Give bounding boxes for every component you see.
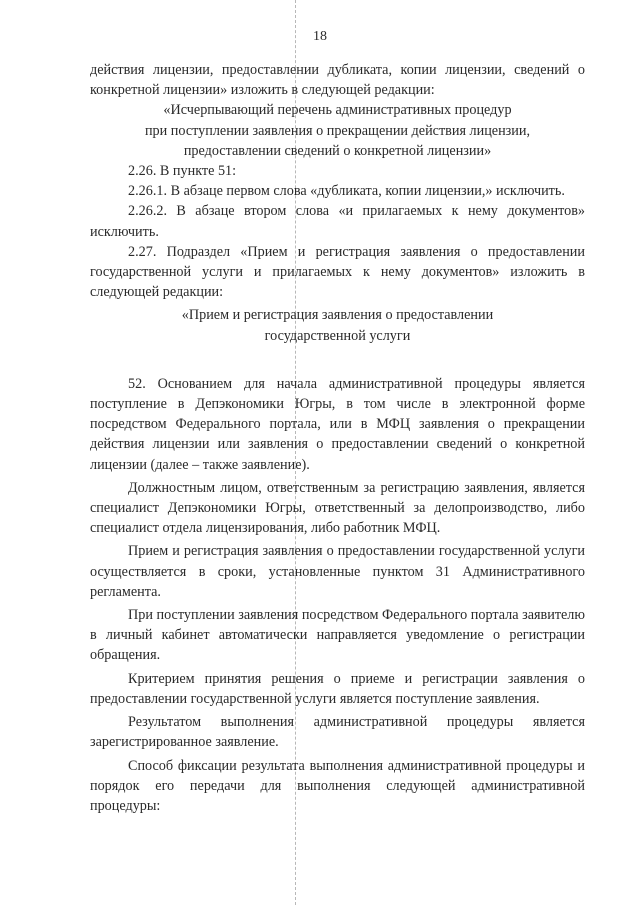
paragraph-52: 52. Основанием для начала административной процедуры является поступление в Депэкономики Югры, в том числе в электронной форме посредством Федерального портала, или в МФЦ заявления о прекращении действия лицензии или заявления о предоставлении сведений о конкретной лицензии (далее – также заявление). bbox=[90, 375, 585, 473]
paragraph-reception-terms: Прием и регистрация заявления о предоставлении государственной услуги осуществляется в сроки, установленные пунктом 31 Административного регламента. bbox=[90, 543, 585, 600]
page-number: 18 bbox=[313, 29, 327, 44]
document-body bbox=[90, 60, 585, 816]
paragraph-result: Результатом выполнения административной процедуры является зарегистрированное заявление. bbox=[90, 714, 585, 751]
quoted-heading-line-2: при поступлении заявления о прекращении действия лицензии, bbox=[144, 122, 531, 139]
paragraph-responsible-person: Должностным лицом, ответственным за регистрацию заявления, является специалист Депэкономики Югры, ответственный за делопроизводство, либо специалист отдела лицензирования, либо работник МФЦ. bbox=[90, 479, 585, 537]
quoted-heading-line-1: «Исчерпывающий перечень административных процедур bbox=[163, 102, 512, 119]
paragraph-2-26-1: 2.26.1. В абзаце первом слова «дубликата, копии лицензии,» исключить. bbox=[128, 183, 565, 200]
paragraph-federal-portal: При поступлении заявления посредством Федерального портала заявителю в личный кабинет автоматически направляется уведомление о регистрации обращения. bbox=[90, 607, 585, 664]
paragraph-continuation: действия лицензии, предоставлении дубликата, копии лицензии, сведений о конкретной лицензии» изложить в следующей редакции: bbox=[90, 62, 585, 99]
paragraph-decision-criterion: Критерием принятия решения о приеме и регистрации заявления о предоставлении государственной услуги является поступление заявления. bbox=[90, 670, 585, 707]
quoted-heading-line-3: предоставлении сведений о конкретной лицензии» bbox=[183, 142, 492, 159]
section-heading-line-2: государственной услуги bbox=[264, 327, 411, 344]
paragraph-2-26-2: 2.26.2. В абзаце втором слова «и прилагаемых к нему документов» исключить. bbox=[90, 203, 585, 240]
section-heading-line-1: «Прием и регистрация заявления о предоставлении bbox=[181, 307, 494, 324]
paragraph-2-26: 2.26. В пункте 51: bbox=[128, 163, 237, 180]
paragraph-2-27: 2.27. Подраздел «Прием и регистрация заявления о предоставлении государственной услуги и прилагаемых к нему документов» изложить в следующей редакции: bbox=[90, 243, 585, 301]
paragraph-fixation-method: Способ фиксации результата выполнения административной процедуры и порядок его передачи для выполнения следующей административной процедуры: bbox=[90, 757, 585, 814]
